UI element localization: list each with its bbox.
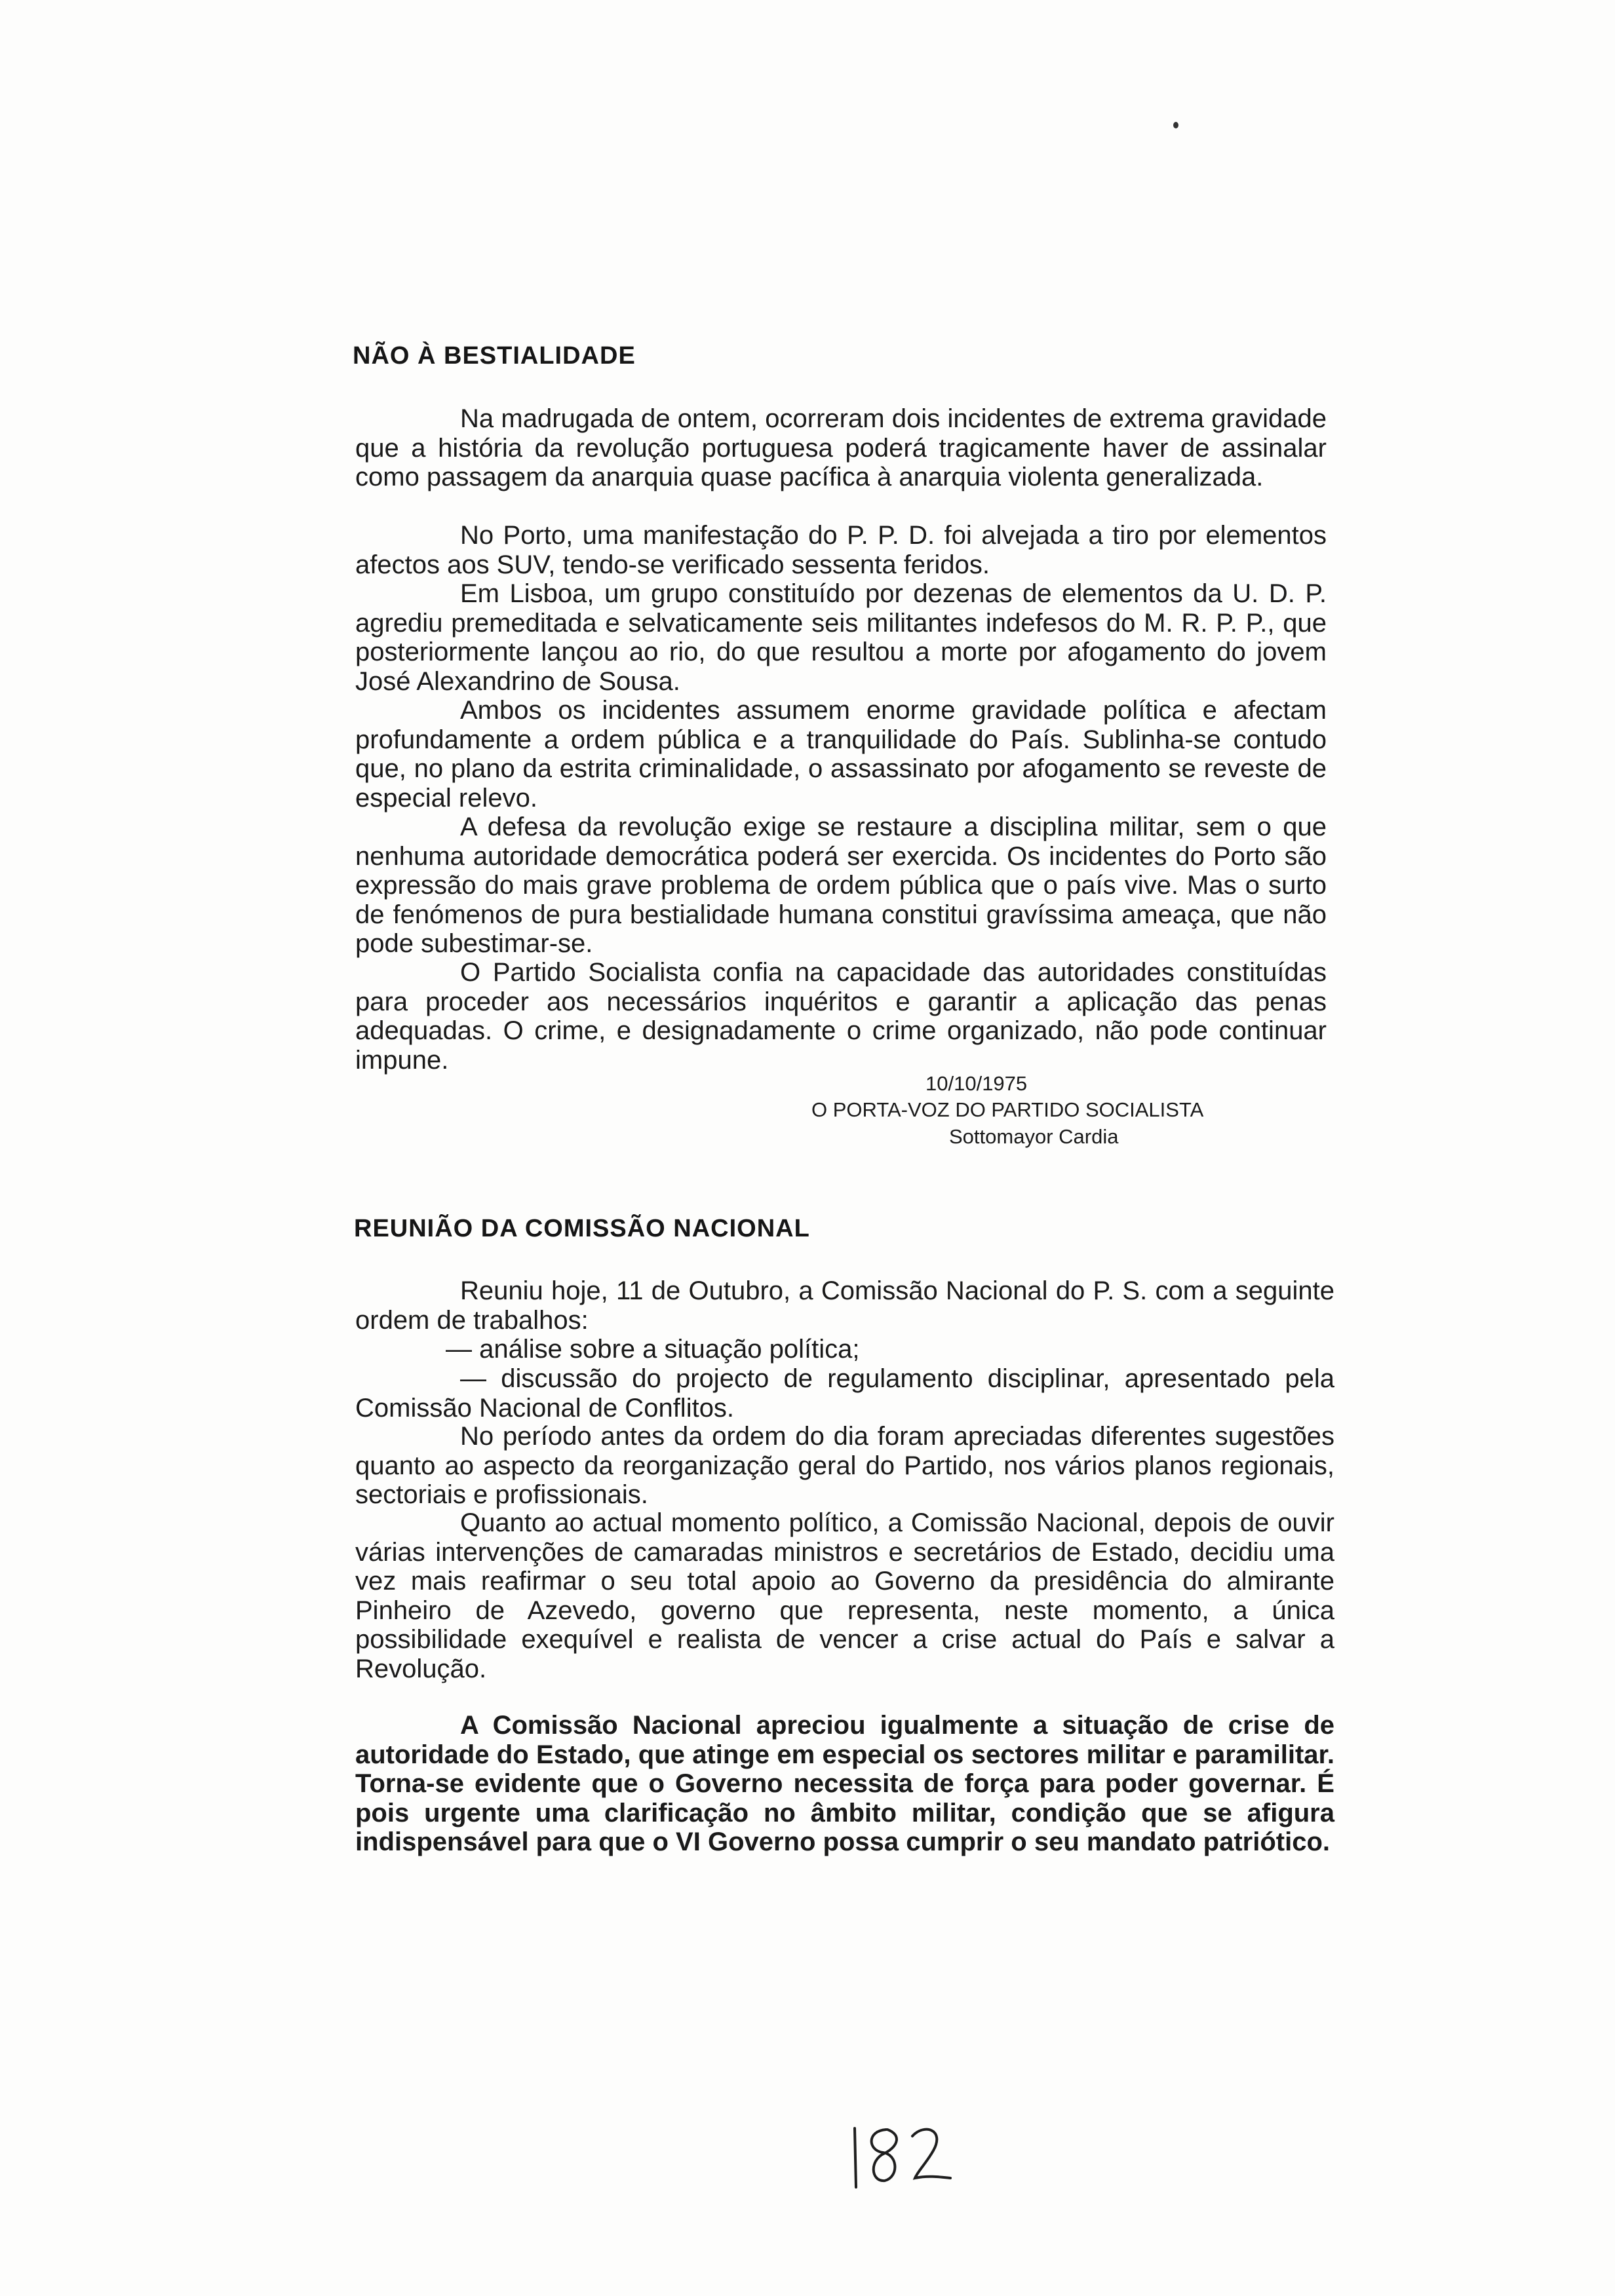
paragraph: Reuniu hoje, 11 de Outubro, a Comissão Nacional do P. S. com a seguinte ordem de trabalhos: — [355, 1276, 1334, 1335]
paragraph: Quanto ao actual momento político, a Comissão Nacional, depois de ouvir várias intervenções de camaradas ministros e secretários de Estado, decidiu uma vez mais reafirmar o seu total apoio ao Governo da presidência do almirante Pinheiro de Azevedo, governo que representa, neste momento, a única possibilidade exequível e realista de vencer a crise actual do País e salvar a Revolução. — [355, 1508, 1334, 1683]
paragraph: O Partido Socialista confia na capacidade das autoridades constituídas para proceder aos necessários inquéritos e garantir a aplicação das penas adequadas. O crime, e designadamente o crime organizado, não pode continuar impune. — [355, 958, 1327, 1075]
paragraph: No período antes da ordem do dia foram apreciadas diferentes sugestões quanto ao aspecto da reorganização geral do Partido, nos vários planos regionais, sectoriais e profissionais. — [355, 1422, 1334, 1509]
signature-name: Sottomayor Cardia — [949, 1125, 1119, 1148]
section-title-bestialidade: NÃO À BESTIALIDADE — [353, 342, 636, 370]
page-speck — [1173, 122, 1178, 128]
paragraph: No Porto, uma manifestação do P. P. D. foi alvejada a tiro por elementos afectos aos SUV, tendo-se verificado sessenta feridos. — [355, 521, 1327, 579]
paragraph: Na madrugada de ontem, ocorreram dois incidentes de extrema gravidade que a história da revolução portuguesa poderá tragicamente haver de assinalar como passagem da anarquia quase pacífica à anarquia violenta generalizada. — [355, 404, 1327, 491]
signature-date: 10/10/1975 — [925, 1072, 1028, 1095]
signature-role: O PORTA-VOZ DO PARTIDO SOCIALISTA — [811, 1098, 1204, 1121]
paragraph: A Comissão Nacional apreciou igualmente a situação de crise de autoridade do Estado, que atinge em especial os sectores militar e paramilitar. Torna-se evidente que o Governo necessita de força para poder governar. É pois urgente uma clarificação no âmbito militar, condição que se afigura indispensável para que o VI Governo possa cumprir o seu mandato patriótico. — [355, 1711, 1334, 1856]
paragraph: Em Lisboa, um grupo constituído por dezenas de elementos da U. D. P. agrediu premeditada e selvaticamente seis militantes indefesos do M. R. P. P., que posteriormente lançou ao rio, do que resultou a morte por afogamento do jovem José Alexandrino de Sousa. — [355, 579, 1327, 696]
agenda-item: — análise sobre a situação política; — [446, 1335, 860, 1364]
agenda-item: — discussão do projecto de regulamento disciplinar, apresentado pela Comissão Nacional de Conflitos. — [355, 1364, 1334, 1423]
handwritten-page-number — [847, 2116, 978, 2195]
section-title-reuniao: REUNIÃO DA COMISSÃO NACIONAL — [354, 1215, 810, 1242]
paragraph: A defesa da revolução exige se restaure a disciplina militar, sem o que nenhuma autoridade democrática poderá ser exercida. Os incidentes do Porto são expressão do mais grave problema de ordem pública que o país vive. Mas o surto de fenómenos de pura bestialidade humana constitui gravíssima ameaça, que não pode subestimar-se. — [355, 813, 1327, 958]
paragraph: Ambos os incidentes assumem enorme gravidade política e afectam profundamente a ordem pública e a tranquilidade do País. Sublinha-se contudo que, no plano da estrita criminalidade, o assassinato por afogamento se reveste de especial relevo. — [355, 696, 1327, 813]
